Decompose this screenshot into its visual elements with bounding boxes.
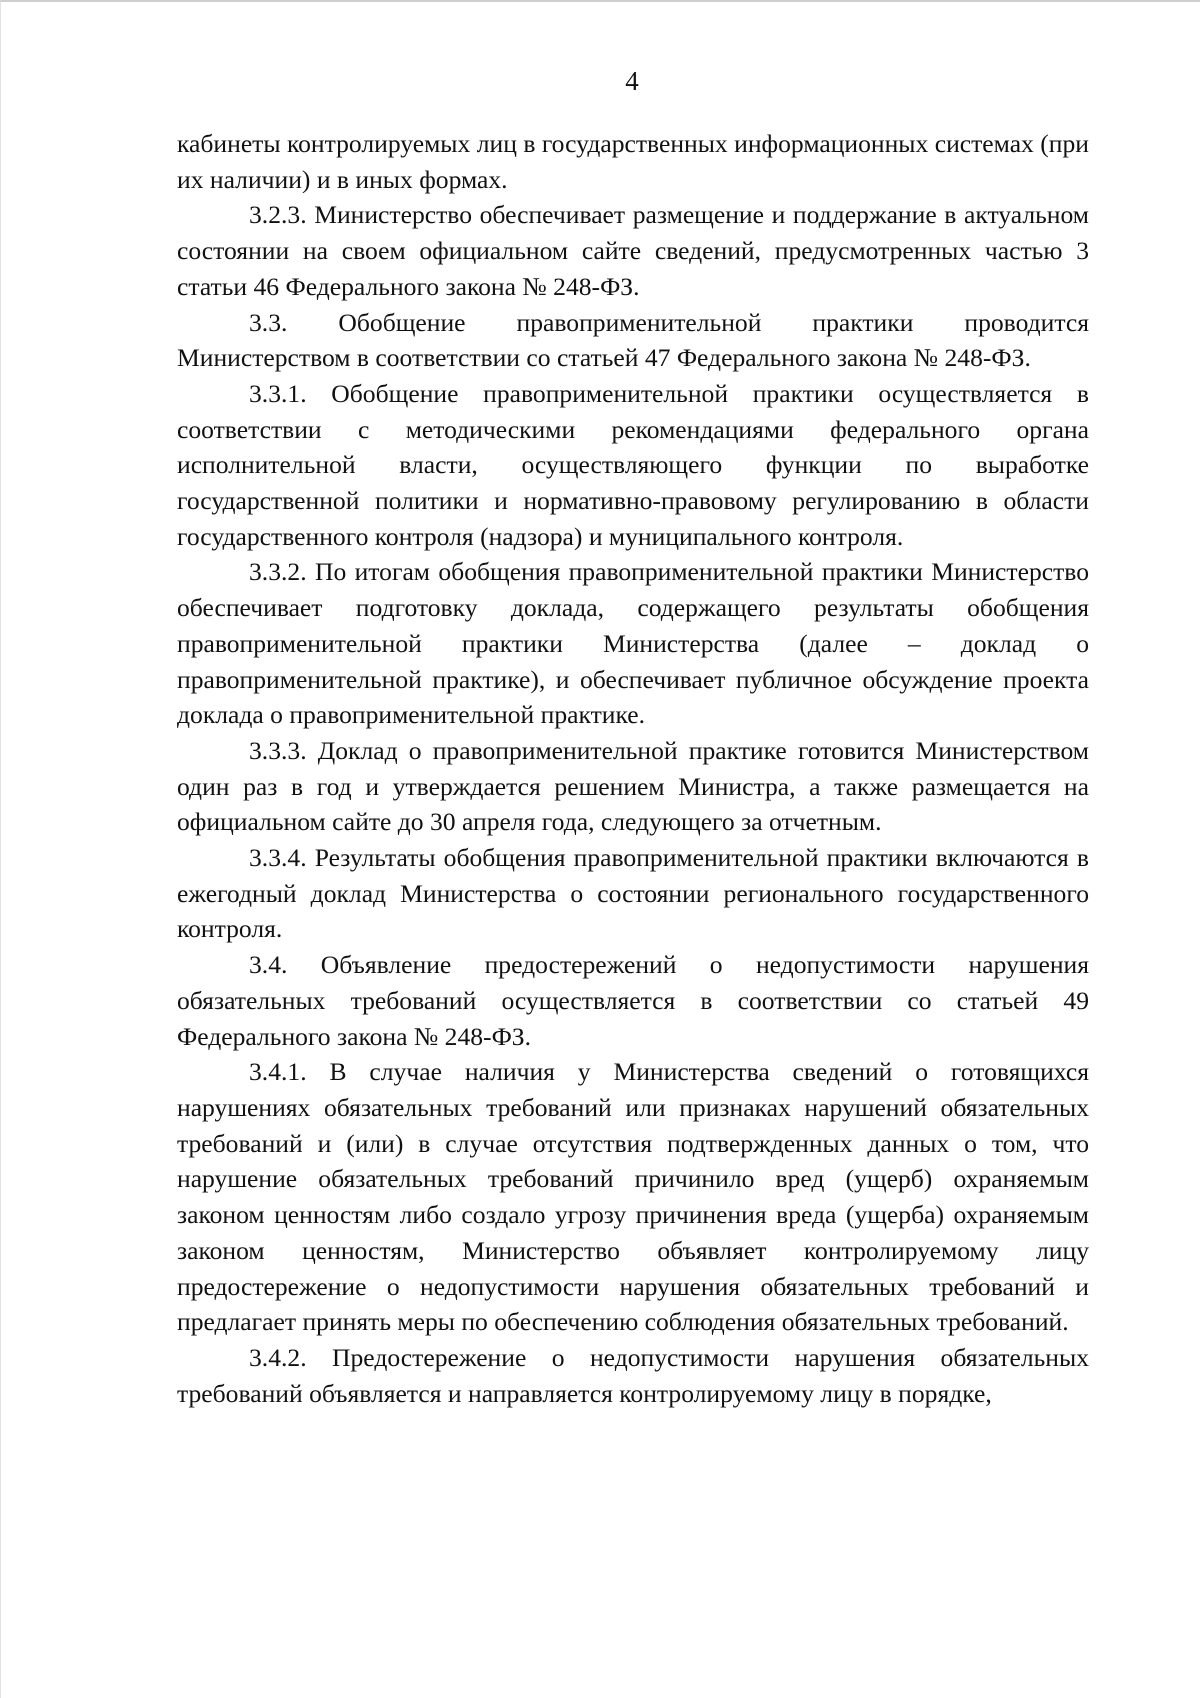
paragraph-3-4-2: 3.4.2. Предостережение о недопустимости нарушения обязательных требований объявляется и направляется контролируемому лицу в порядке, — [177, 1342, 1089, 1408]
paragraph-3-2-3: 3.2.3. Министерство обеспечивает размещение и поддержание в актуальном состоянии на своем официальном сайте сведений, предусмотренных частью 3 статьи 46 Федерального закона № 248-ФЗ. — [177, 200, 1089, 301]
document-body — [177, 126, 1089, 1411]
paragraph-3-3-3: 3.3.3. Доклад о правоприменительной практике готовится Министерством один раз в год и утверждается решением Министра, а также размещается на официальном сайте до 30 апреля года, следующего за отчетным. — [177, 735, 1089, 837]
paragraph-3-4-1: 3.4.1. В случае наличия у Министерства сведений о готовящихся нарушениях обязательных требований или признаках нарушений обязательных требований и (или) в случае отсутствия подтвержденных данных о том, что нарушение обязательных требований причинило вред (ущерб) охраняемым законом ценностям либо создало угрозу причинения вреда (ущерба) охраняемым законом ценностям, Министерство объявляет контролируемому лицу предостережение о недопустимости нарушения обязательных требований и предлагает принять меры по обеспечению соблюдения обязательных требований. — [177, 1057, 1089, 1337]
paragraph-3-3-4: 3.3.4. Результаты обобщения правоприменительной практики включаются в ежегодный доклад Министерства о состоянии регионального государственного контроля. — [177, 843, 1089, 944]
page-number: 4 — [625, 66, 639, 96]
paragraph-3-3-1: 3.3.1. Обобщение правоприменительной практики осуществляется в соответствии с методическими рекомендациями федерального органа исполнительной власти, осуществляющего функции по выработке государственной политики и нормативно-правовому регулированию в области государственного контроля (надзора) и муниципального контроля. — [177, 378, 1089, 551]
paragraph-continuation: кабинеты контролируемых лиц в государственных информационных системах (при их наличии) и в иных формах. — [177, 129, 1089, 194]
paragraph-3-3-2: 3.3.2. По итогам обобщения правоприменительной практики Министерство обеспечивает подготовку доклада, содержащего результаты обобщения правоприменительной практики Министерства (далее – доклад о правоприменительной практике), и обеспечивает публичное обсуждение проекта доклада о правоприменительной практике. — [177, 557, 1089, 730]
paragraph-3-4: 3.4. Объявление предостережений о недопустимости нарушения обязательных требований осуществляется в соответствии со статьей 49 Федерального закона № 248-ФЗ. — [177, 950, 1089, 1051]
paragraph-3-3: 3.3. Обобщение правоприменительной практики проводится Министерством в соответствии со статьей 47 Федерального закона № 248-ФЗ. — [177, 307, 1089, 373]
